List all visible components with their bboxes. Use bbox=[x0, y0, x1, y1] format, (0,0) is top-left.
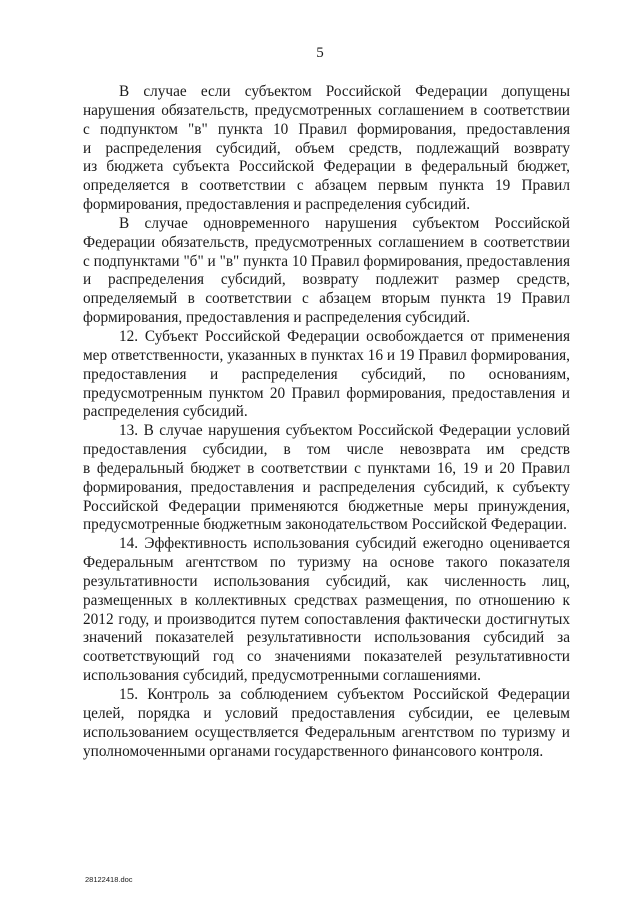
text-line: Федерации обязательств, предусмотренных соглашением в соответствии bbox=[83, 233, 570, 251]
text-line: В случае одновременного нарушения субъектом Российской bbox=[119, 214, 570, 232]
document-body bbox=[83, 83, 570, 761]
text-line: формирования, предоставления и распределения субсидий, к субъекту bbox=[83, 478, 570, 496]
paragraph-15-control bbox=[83, 686, 570, 761]
page-number: 5 bbox=[316, 45, 324, 61]
text-line: 12. Субъект Российской Федерации освобождается от применения bbox=[119, 327, 570, 345]
paragraph-12-exemption bbox=[83, 328, 570, 422]
text-line: с подпунктом "в" пункта 10 Правил формирования, предоставления bbox=[83, 120, 570, 138]
text-line: в федеральный бюджет в соответствии с пунктами 16, 19 и 20 Правил bbox=[83, 459, 570, 477]
text-line: использованием осуществляется Федеральным агентством по туризму и bbox=[83, 723, 570, 741]
text-line: Федеральным агентством по туризму на основе такого показателя bbox=[83, 554, 570, 572]
paragraph-liability-simultaneous-violation bbox=[83, 215, 570, 328]
text-line: 13. В случае нарушения субъектом Российской Федерации условий bbox=[119, 422, 570, 440]
text-line: предоставления и распределения субсидий, по основаниям, bbox=[83, 365, 570, 383]
paragraph-liability-single-violation bbox=[83, 83, 570, 215]
text-line: 15. Контроль за соблюдением субъектом Российской Федерации bbox=[119, 686, 570, 703]
text-line: с подпунктами "б" и "в" пункта 10 Правил формирования, предоставления bbox=[83, 252, 570, 270]
text-line: формирования, предоставления и распределения субсидий. bbox=[83, 196, 471, 214]
text-line: размещенных в коллективных средствах размещения, по отношению к bbox=[83, 591, 570, 609]
text-line: В случае если субъектом Российской Федерации допущены bbox=[119, 83, 570, 100]
text-line: и распределения субсидий, объем средств, подлежащий возврату bbox=[83, 139, 570, 157]
text-line: из бюджета субъекта Российской Федерации в федеральный бюджет, bbox=[83, 158, 570, 176]
text-line: целей, порядка и условий предоставления субсидии, ее целевым bbox=[83, 704, 570, 722]
text-line: предусмотренным пунктом 20 Правил формирования, предоставления и bbox=[83, 384, 570, 402]
text-line: использования субсидий, предусмотренными соглашениями. bbox=[83, 667, 481, 685]
text-line: формирования, предоставления и распределения субсидий. bbox=[83, 309, 471, 327]
text-line: результативности использования субсидий, как численность лиц, bbox=[83, 572, 570, 590]
text-line: определяется в соответствии с абзацем первым пункта 19 Правил bbox=[83, 177, 570, 195]
paragraph-13-budget-enforcement bbox=[83, 422, 570, 535]
text-line: 2012 году, и производится путем сопоставления фактически достигнутых bbox=[83, 610, 570, 628]
text-line: 14. Эффективность использования субсидий ежегодно оценивается bbox=[119, 535, 570, 553]
text-line: определяемый в соответствии с абзацем вторым пункта 19 Правил bbox=[83, 290, 570, 308]
text-line: и распределения субсидий, возврату подлежит размер средств, bbox=[83, 271, 570, 289]
text-line: распределения субсидий. bbox=[83, 403, 248, 421]
footer-file-code: 28122418.doc bbox=[85, 875, 133, 884]
text-line: Российской Федерации применяются бюджетные меры принуждения, bbox=[83, 497, 570, 515]
text-line: соответствующий год со значениями показателей результативности bbox=[83, 648, 570, 666]
text-line: уполномоченными органами государственного финансового контроля. bbox=[83, 742, 544, 760]
text-line: значений показателей результативности использования субсидий за bbox=[83, 629, 570, 647]
paragraph-14-efficiency-evaluation bbox=[83, 535, 570, 686]
text-line: мер ответственности, указанных в пунктах 16 и 19 Правил формирования, bbox=[83, 346, 570, 364]
text-line: предоставления субсидии, в том числе невозврата им средств bbox=[83, 441, 570, 459]
text-line: предусмотренные бюджетным законодательством Российской Федерации. bbox=[83, 516, 567, 534]
text-line: нарушения обязательств, предусмотренных соглашением в соответствии bbox=[83, 101, 570, 119]
